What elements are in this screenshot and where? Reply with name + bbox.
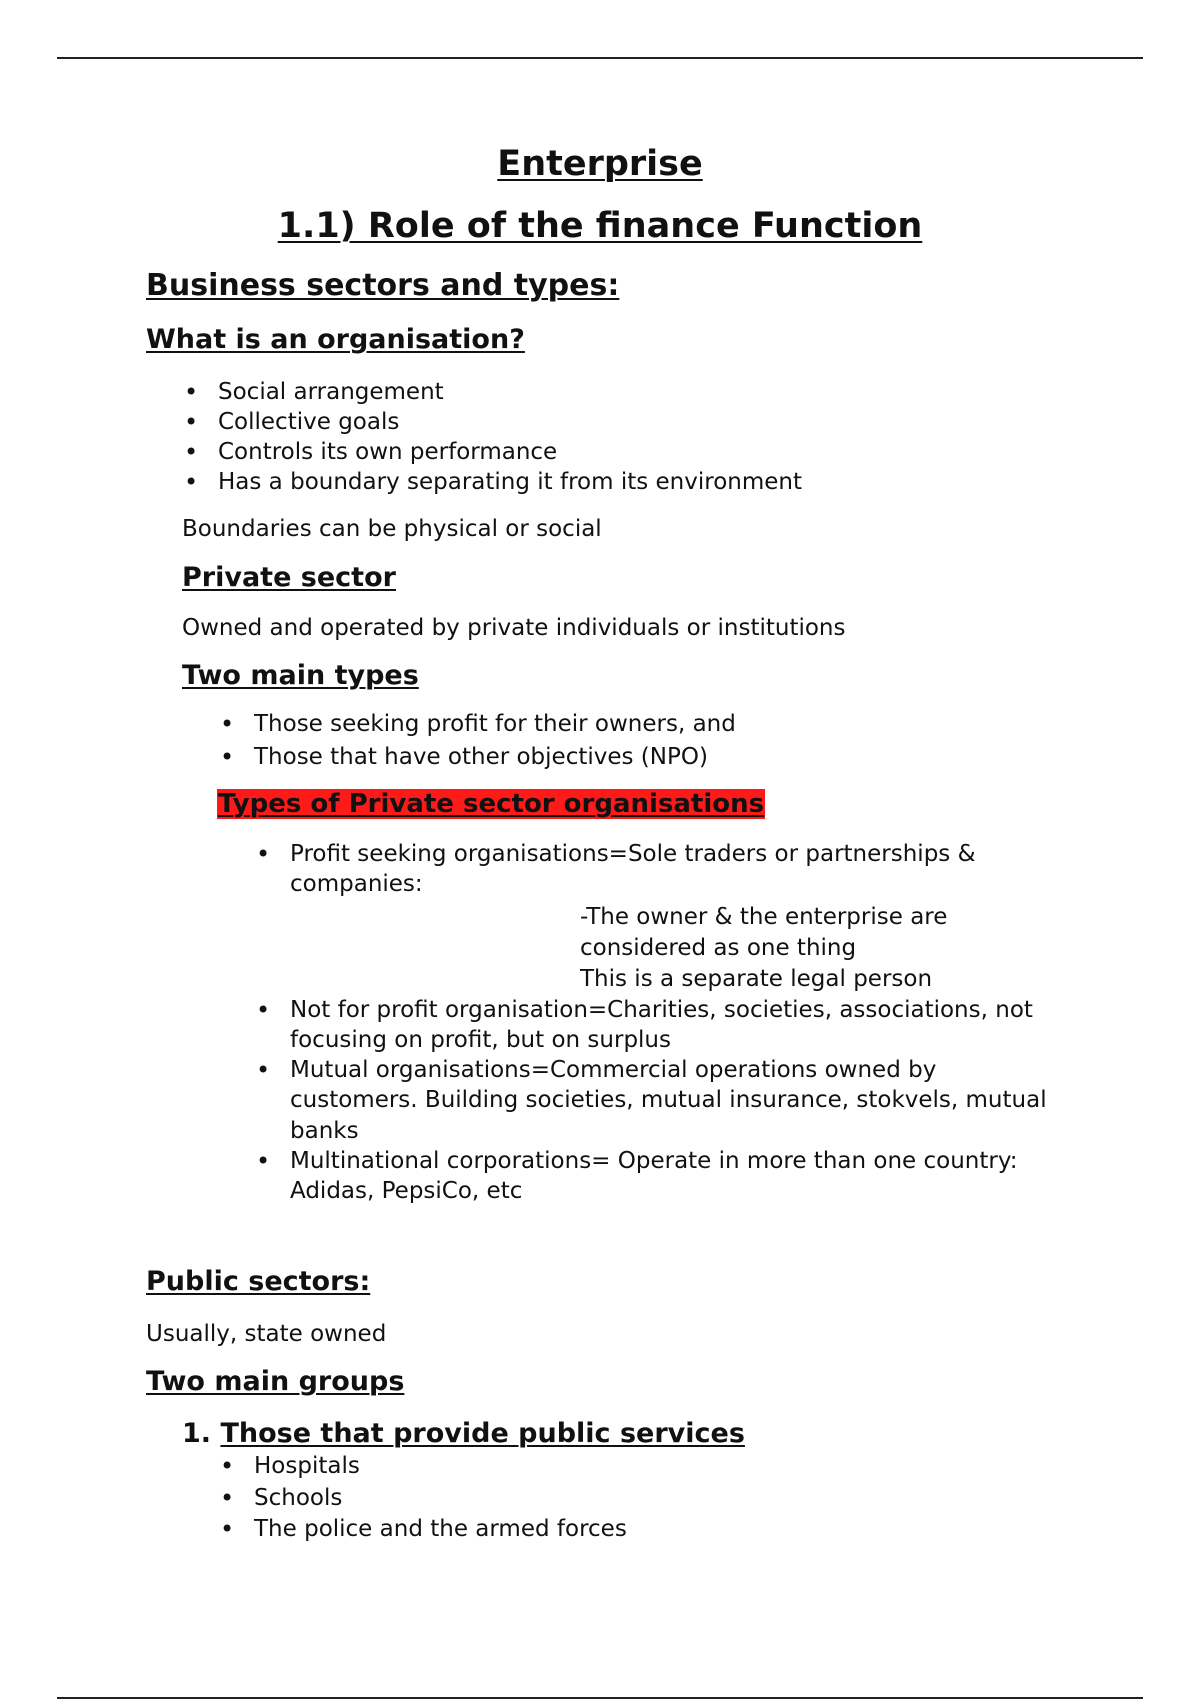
public-services-list (254, 1451, 627, 1546)
list-item-text: • Not for profit organisation=Charities, societies, associations, not focusing on profit, but on surplus (290, 996, 1033, 1053)
private-types-list (290, 839, 1050, 1207)
profit-note: -The owner & the enterprise are (580, 903, 948, 930)
two-main-groups-heading: Two main groups (146, 1366, 405, 1397)
group1-number: 1. (182, 1418, 212, 1449)
boundaries-note: Boundaries can be physical or social (182, 516, 602, 542)
list-item: • The police and the armed forces (254, 1514, 627, 1546)
list-item-text: • Multinational corporations= Operate in more than one country: Adidas, PepsiCo, etc (290, 1148, 1018, 1205)
header-rule (57, 57, 1143, 59)
list-item: • Controls its own performance (218, 437, 802, 467)
list-item (290, 1146, 1050, 1207)
list-item-text: • Mutual organisations=Commercial operations owned by customers. Building societies, mutual insurance, stokvels, mutual banks (290, 1057, 1047, 1144)
private-sector-heading: Private sector (182, 562, 396, 593)
document-title: Enterprise (497, 144, 703, 184)
document-subtitle: 1.1) Role of the finance Function (277, 206, 923, 246)
list-item: • Has a boundary separating it from its environment (218, 467, 802, 497)
private-types-heading (217, 788, 765, 820)
business-sectors-heading: Business sectors and types: (146, 268, 620, 303)
list-item: • Collective goals (218, 407, 802, 437)
list-item: • Social arrangement (218, 377, 802, 407)
list-item-text: • Profit seeking organisations=Sole traders or partnerships & companies: (290, 841, 976, 898)
two-main-types-heading: Two main types (182, 660, 419, 691)
list-item: • Those seeking profit for their owners, and (254, 708, 736, 741)
group1-title: Those that provide public services (220, 1418, 745, 1449)
profit-notes (580, 902, 1050, 995)
list-item (290, 839, 1050, 995)
public-sector-definition: Usually, state owned (146, 1321, 387, 1347)
list-item: • Schools (254, 1483, 627, 1515)
public-sectors-heading: Public sectors: (146, 1266, 371, 1297)
highlighted-heading: Types of Private sector organisations (218, 789, 765, 819)
profit-note: considered as one thing (580, 934, 857, 961)
list-item: • Hospitals (254, 1451, 627, 1483)
list-item (290, 1055, 1050, 1146)
private-sector-definition: Owned and operated by private individuals or institutions (182, 615, 846, 641)
organisation-heading: What is an organisation? (146, 324, 525, 355)
profit-note: This is a separate legal person (580, 965, 933, 992)
organisation-points-list (218, 377, 802, 497)
list-item (290, 995, 1050, 1056)
footer-rule (57, 1697, 1143, 1699)
group1-heading (182, 1418, 745, 1449)
two-main-types-list (254, 708, 736, 773)
list-item: • Those that have other objectives (NPO) (254, 741, 736, 774)
